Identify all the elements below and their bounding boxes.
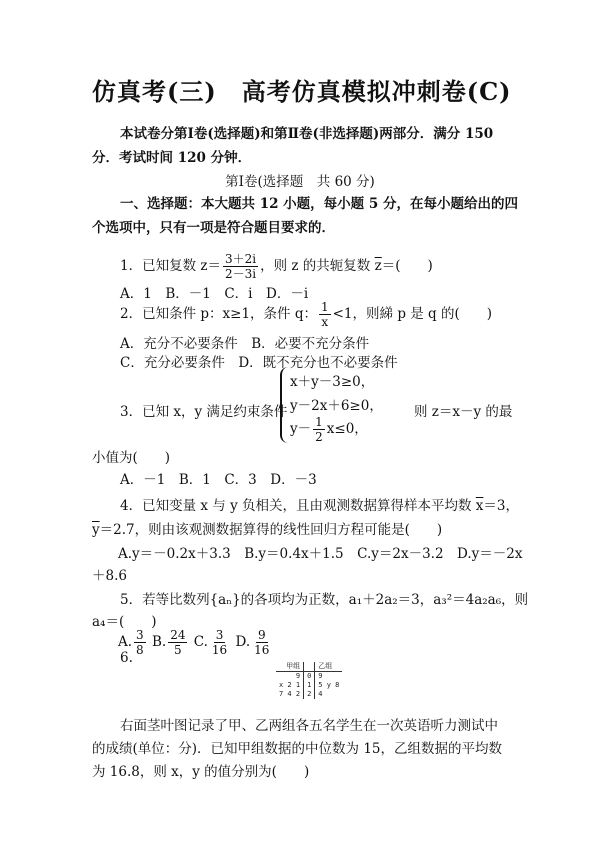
- q6-text-line-2: 的成绩(单位：分)．已知甲组数据的中位数为 15，乙组数据的平均数: [92, 741, 503, 757]
- stem-row-1-stem: 0: [304, 672, 315, 682]
- q2-suffix: <1，则綈 p 是 q 的( ): [332, 306, 493, 322]
- question-5: 5．若等比数列{aₙ}的各项均为正数，a₁＋2a₂＝3，a₃²＝4a₂a₆，则: [120, 592, 529, 608]
- q6-text-line-1: 右面茎叶图记录了甲、乙两组各五名学生在一次英语听力测试中: [120, 718, 498, 734]
- question-2: [120, 300, 492, 329]
- q1-conjugate-z: $\overline{z}$: [374, 258, 382, 274]
- q5-options: [118, 628, 273, 657]
- q1-prefix: 1．已知复数 z＝: [120, 258, 221, 274]
- stem-row-3-left: 7 4 2: [279, 690, 301, 698]
- stem-row-2-left: x 2 1: [279, 681, 301, 689]
- q4-options: A.y＝－0.2x＋3.3 B.y＝0.4x＋1.5 C.y＝2x－3.2 D.y＝－2x: [118, 546, 523, 562]
- q5-option-a-label: A.: [118, 634, 133, 650]
- question-6-number: 6.: [120, 650, 133, 666]
- q4-y-bar: $\overline{y}$: [92, 522, 100, 538]
- q3-suffix: 则 z＝x－y 的最: [414, 404, 513, 420]
- q5-option-a: [134, 628, 146, 657]
- q5-b-den: 5: [174, 643, 182, 657]
- q1-suffix: ＝( ): [381, 258, 433, 274]
- stem-head-left: 甲组: [276, 662, 304, 672]
- stem-row-3-right: 4: [318, 690, 323, 698]
- q3-options: A．－1 B．1 C．3 D．－3: [120, 472, 317, 488]
- q5-c-den: 16: [211, 643, 228, 657]
- q3-c3-fraction: [313, 415, 325, 444]
- q2-denominator: x: [321, 315, 329, 329]
- stem-row-2-right: 5 y 8: [318, 681, 340, 689]
- q4-line1-post: ＝3，: [483, 498, 520, 514]
- q1-fraction: [223, 252, 258, 281]
- q3-brace: [280, 367, 290, 443]
- q5-a-num: 3: [136, 628, 144, 642]
- stem-leaf-plot: [276, 662, 342, 699]
- q5-option-b: [168, 628, 187, 657]
- q2-numerator: 1: [320, 300, 329, 314]
- q4-options-cont: ＋8.6: [92, 568, 127, 584]
- q1-numerator: 3＋2i: [225, 252, 257, 266]
- exam-intro: 本试卷分第Ⅰ卷(选择题)和第Ⅱ卷(非选择题)两部分．满分 150 分．考试时间 120 分钟．: [92, 126, 494, 166]
- page-title: 仿真考(三) 高考仿真模拟冲刺卷(C): [92, 77, 512, 106]
- q5-d-den: 16: [254, 643, 270, 657]
- q4-line2: [92, 518, 442, 538]
- q5-c-num: 3: [215, 628, 224, 642]
- q3-c3-post: x≤0，: [326, 421, 368, 437]
- stem-head-right: 乙组: [315, 662, 343, 672]
- stem-row-2-stem: 1: [304, 681, 315, 690]
- q1-denominator: 2－3i: [225, 267, 257, 281]
- q5-option-b-label: B.: [151, 634, 167, 650]
- q3-constraint-1: x＋y－3≥0，: [290, 374, 375, 390]
- q4-line2-text: ＝2.7，则由该观测数据算得的线性回归方程可能是( ): [99, 522, 443, 538]
- q5-option-d: [252, 628, 271, 657]
- q5-b-num: 24: [170, 628, 186, 642]
- q2-options-row-2: C．充分必要条件 D．既不充分也不必要条件: [120, 355, 398, 371]
- q2-fraction: [319, 300, 331, 329]
- q5-a-den: 8: [136, 643, 144, 657]
- q3-c3-denominator: 2: [315, 430, 323, 444]
- stem-row-3-stem: 2: [304, 690, 315, 699]
- q4-line1: 4．已知变量 x 与 y 负相关，且由观测数据算得样本平均数: [120, 498, 472, 514]
- q3-continuation: 小值为( ): [92, 450, 171, 466]
- q1-middle: ，则 z 的共轭复数: [260, 258, 371, 274]
- q2-options-row-1: A．充分不必要条件 B．必要不充分条件: [120, 336, 370, 352]
- q1-options: A．1 B．－1 C．i D．－i: [120, 286, 309, 302]
- stem-row-1-left: 9: [295, 672, 301, 680]
- q4-x-bar: $\overline{x}$: [475, 498, 484, 514]
- q3-constraint-3: [290, 415, 368, 444]
- instructions: 一、选择题：本大题共 12 小题，每小题 5 分，在每小题给出的四个选项中，只有一项是符合题目要求的．: [92, 196, 518, 236]
- section-title: 第Ⅰ卷(选择题 共 60 分): [225, 174, 375, 190]
- stem-row-1-right: 9: [318, 672, 323, 680]
- question-1: [120, 252, 433, 281]
- q5-d-num: 9: [257, 628, 266, 642]
- q2-prefix: 2．已知条件 p：x≥1，条件 q：: [120, 306, 317, 322]
- q3-c3-numerator: 1: [315, 415, 323, 429]
- q5-option-d-label: D.: [235, 634, 251, 650]
- q3-constraint-2: y－2x＋6≥0，: [290, 398, 383, 414]
- q3-prefix: 3．已知 x，y 满足约束条件: [120, 404, 288, 420]
- q3-c3-pre: y－: [290, 421, 312, 437]
- q6-text-line-3: 为 16.8，则 x，y 的值分别为( ): [92, 764, 310, 780]
- q5-line2: a₄＝( ): [92, 614, 157, 630]
- question-4: [120, 494, 519, 514]
- q5-option-c-label: C.: [193, 634, 208, 650]
- stem-head-divider: [304, 662, 315, 672]
- q5-option-c: [210, 628, 229, 657]
